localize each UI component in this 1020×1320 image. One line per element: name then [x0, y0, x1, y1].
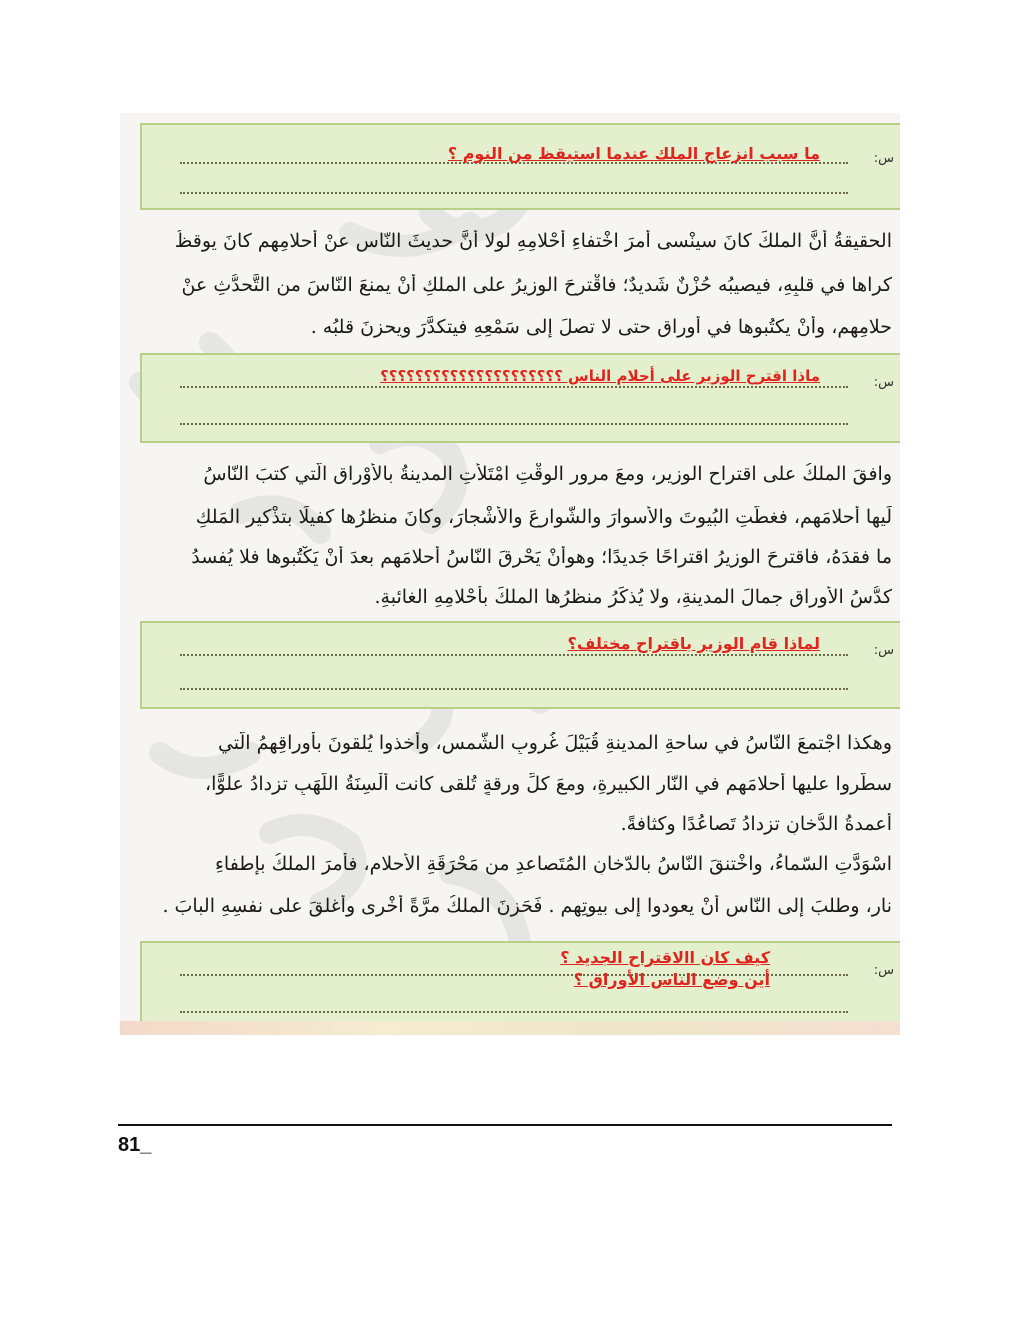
paragraph-line: ما فقدَهُ، فاقترحَ الوزيرُ اقتراحًا جَديدًا؛ وهوأنْ يَحْرِقَ النّاسُ أحلامَهم بعدَ أنْ يَكْتُبوها فلا يُفسدُ — [191, 546, 892, 568]
question-text: ما سبب انزعاج الملك عندما استيقظ من النوم ؟ — [447, 144, 820, 163]
page-number: 81_ — [118, 1134, 152, 1156]
paragraph-line: لَيها أحلامَهم، فغطَّتِ البُيوتَ والأَسوارَ والشَّوارعَ والأَشْجارَ، وكانَ منظرُها كفيلًا بتذْكيرِ المَلكِ — [195, 506, 892, 528]
question-label: س: — [873, 963, 894, 978]
answer-line — [180, 423, 848, 425]
question-text: لماذا قام الوزير باقتراح مختلف؟ — [567, 634, 820, 653]
footer-rule — [118, 1124, 892, 1126]
question-label: س: — [873, 643, 894, 658]
answer-line — [180, 386, 848, 388]
answer-line — [180, 688, 848, 690]
paragraph-line: كراها في قلبِهِ، فيصيبُه حُزْنٌ شَديدٌ؛ فاقْترحَ الوزيرُ على الملكِ أنْ يمنعَ النّاسَ من التَّحدُّثِ عنْ — [181, 274, 892, 296]
paragraph-line: سطَّروا عليها أحلامَهم في النّارِ الكبيرةِ، ومعَ كلِّ ورقةٍ تُلقى كانت ألْسِنَةُ اللَّهَبِ تزدادُ علوًّا، — [205, 773, 892, 795]
answer-line — [180, 1011, 848, 1013]
question-text: ماذا اقترح الوزير على أحلام الناس ؟؟؟؟؟؟؟؟؟؟؟؟؟؟؟؟؟؟؟؟؟ — [380, 367, 820, 385]
answer-line — [180, 654, 848, 656]
paragraph-line: نارِ، وطلبَ إلى النّاسِ أنْ يعودوا إلى بيوتِهم . فَحَزِنَ الملكُ مرَّةً أُخْرى وأغلقَ على نفسِهِ البابَ . — [162, 895, 892, 917]
question-text-2: أين وضع الناس الأوراق ؟ — [573, 970, 770, 989]
paragraph-line: كدُّسُ الأوراقِ جمالَ المدينةِ، ولا يُذكِّرُ منظرُها الملكَ بأحْلامِهِ الغائبةِ. — [374, 586, 892, 608]
paragraph-line: وهكذا اجْتمعَ النّاسُ في ساحةِ المدينةِ قُبَيْلَ غُروبِ الشَّمسِ، وأخذوا يُلقونَ بأوراقِهِمُ الَّتي — [217, 732, 892, 754]
scanned-page — [120, 113, 900, 1035]
question-label: س: — [873, 375, 894, 390]
paragraph-line: اسْوَدَّتِ السّماءُ، واخْتنقَ النّاسُ بالدّخانِ المُتَصاعدِ من مَحْرَقَةِ الأحلامِ، فأمرَ الملكُ بإطفاءِ — [215, 853, 892, 875]
page-edge-decoration — [120, 1021, 900, 1035]
question-box-3 — [140, 621, 900, 709]
answer-line — [180, 192, 848, 194]
paragraph-line: الحقيقةُ أنَّ الملكَ كانَ سينْسى أمرَ اخْتفاءِ أحْلامِهِ لولا أنَّ حديثَ النّاسِ عنْ أحلامِهِم كانَ يوقظُ — [174, 230, 892, 252]
question-box-1 — [140, 123, 900, 210]
paragraph-line: وافقَ الملكُ على اقتراحِ الوزيرِ، ومعَ مرورِ الوقْتِ امْتَلأَتِ المدينةُ بالأَوْراقِ الَّتي كتبَ النّاسُ — [203, 463, 892, 485]
question-box-2 — [140, 353, 900, 443]
question-box-4 — [140, 941, 900, 1027]
paragraph-line: حلامِهم، وأنْ يكتُبوها في أوراقٍ حتى لا تصلَ إلى سَمْعِهِ فيتكدَّرَ ويحزنَ قلبُه . — [310, 316, 892, 338]
question-label: س: — [873, 151, 894, 166]
question-text: كيف كان االاقتراح الجديد ؟ — [560, 948, 770, 967]
paragraph-line: أعمدةُ الدُّخانِ تزدادُ تَصاعُدًا وكثافةً. — [620, 813, 892, 835]
